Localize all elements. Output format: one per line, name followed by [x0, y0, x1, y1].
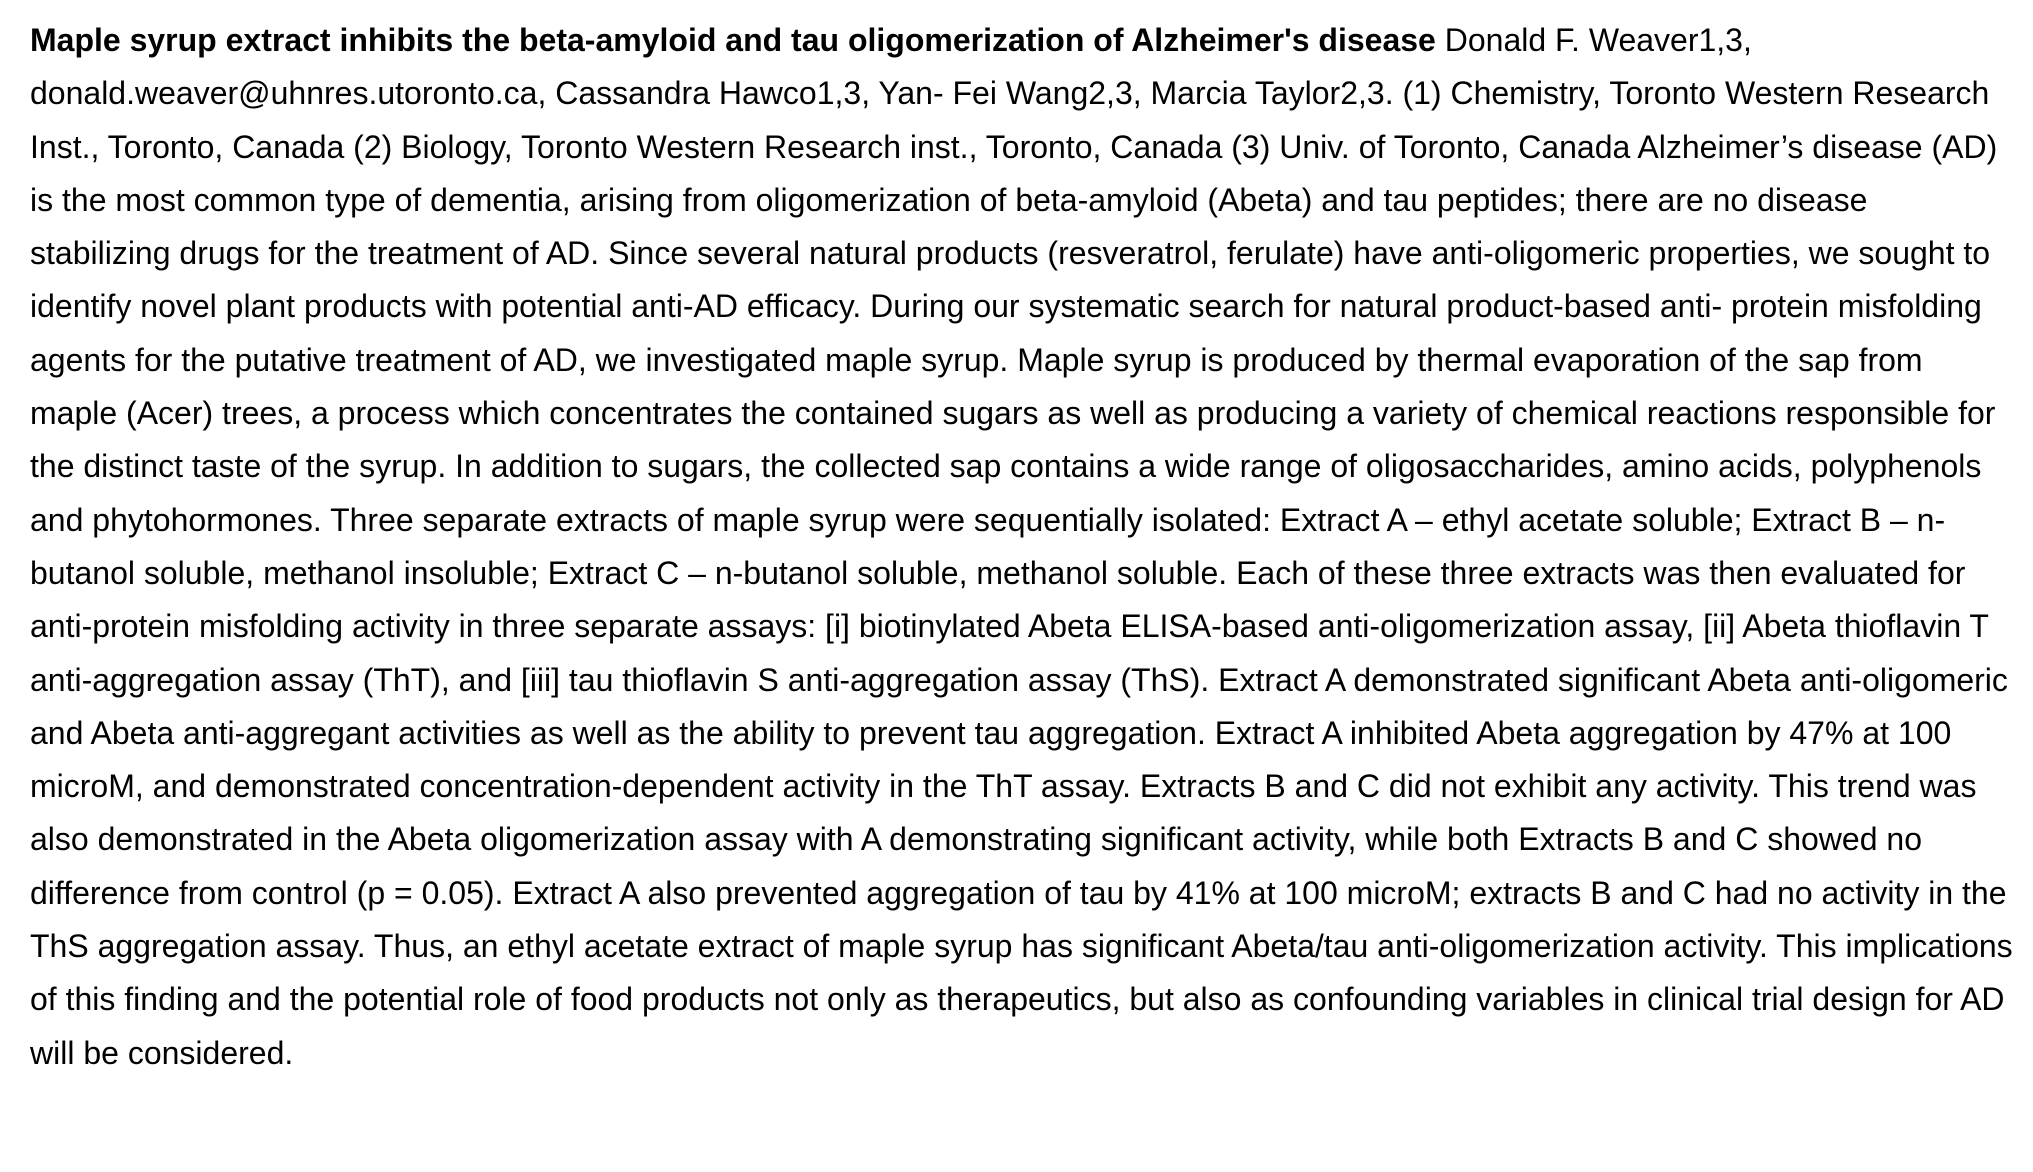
abstract-affiliations: (1) Chemistry, Toronto Western Research Inst., Toronto, Canada (2) Biology, Toronto Western Research inst., Toronto, Canada (3) Univ. of Toronto, Canada — [30, 75, 1990, 165]
abstract-text — [30, 14, 2015, 1080]
abstract-body: Alzheimer’s disease (AD) is the most common type of dementia, arising from oligomerization of beta-amyloid (Abeta) and tau peptides; there are no disease stabilizing drugs for the treatment of AD. Since several natural products (resveratrol, ferulate) have anti-oligomeric properties, we sought to identify novel plant products with potential anti-AD efficacy. During our systematic search for natural product-based anti- protein misfolding agents for the putative treatment of AD, we investigated maple syrup. Maple syrup is produced by thermal evaporation of the sap from maple (Acer) trees, a process which concentrates the contained sugars as well as producing a variety of chemical reactions responsible for the distinct taste of the syrup. In addition to sugars, the collected sap contains a wide range of oligosaccharides, amino acids, polyphenols and phytohormones. Three separate extracts of maple syrup were sequentially isolated: Extract A – ethyl acetate soluble; Extract B – n-butanol soluble, methanol insoluble; Extract C – n-butanol soluble, methanol soluble. Each of these three extracts was then evaluated for anti-protein misfolding activity in three separate assays: [i] biotinylated Abeta ELISA-based anti-oligomerization assay, [ii] Abeta thioflavin T anti-aggregation assay (ThT), and [iii] tau thioflavin S anti-aggregation assay (ThS). Extract A demonstrated significant Abeta anti-oligomeric and Abeta anti-aggregant activities as well as the ability to prevent tau aggregation. Extract A inhibited Abeta aggregation by 47% at 100 microM, and demonstrated concentration-dependent activity in the ThT assay. Extracts B and C did not exhibit any activity. This trend was also demonstrated in the Abeta oligomerization assay with A demonstrating significant activity, while both Extracts B and C showed no difference from control (p = 0.05). Extract A also prevented aggregation of tau by 41% at 100 microM; extracts B and C had no activity in the ThS aggregation assay. Thus, an ethyl acetate extract of maple syrup has significant Abeta/tau anti-oligomerization activity. This implications of this finding and the potential role of food products not only as therapeutics, but also as confounding variables in clinical trial design for AD will be considered. — [30, 128, 2013, 1071]
abstract-authors: Donald F. Weaver1,3, donald.weaver@uhnres.utoronto.ca, Cassandra Hawco1,3, Yan- Fei Wang2,3, Marcia Taylor2,3. — [30, 22, 1752, 112]
abstract-title: Maple syrup extract inhibits the beta-amyloid and tau oligomerization of Alzheimer's disease — [30, 22, 1436, 58]
